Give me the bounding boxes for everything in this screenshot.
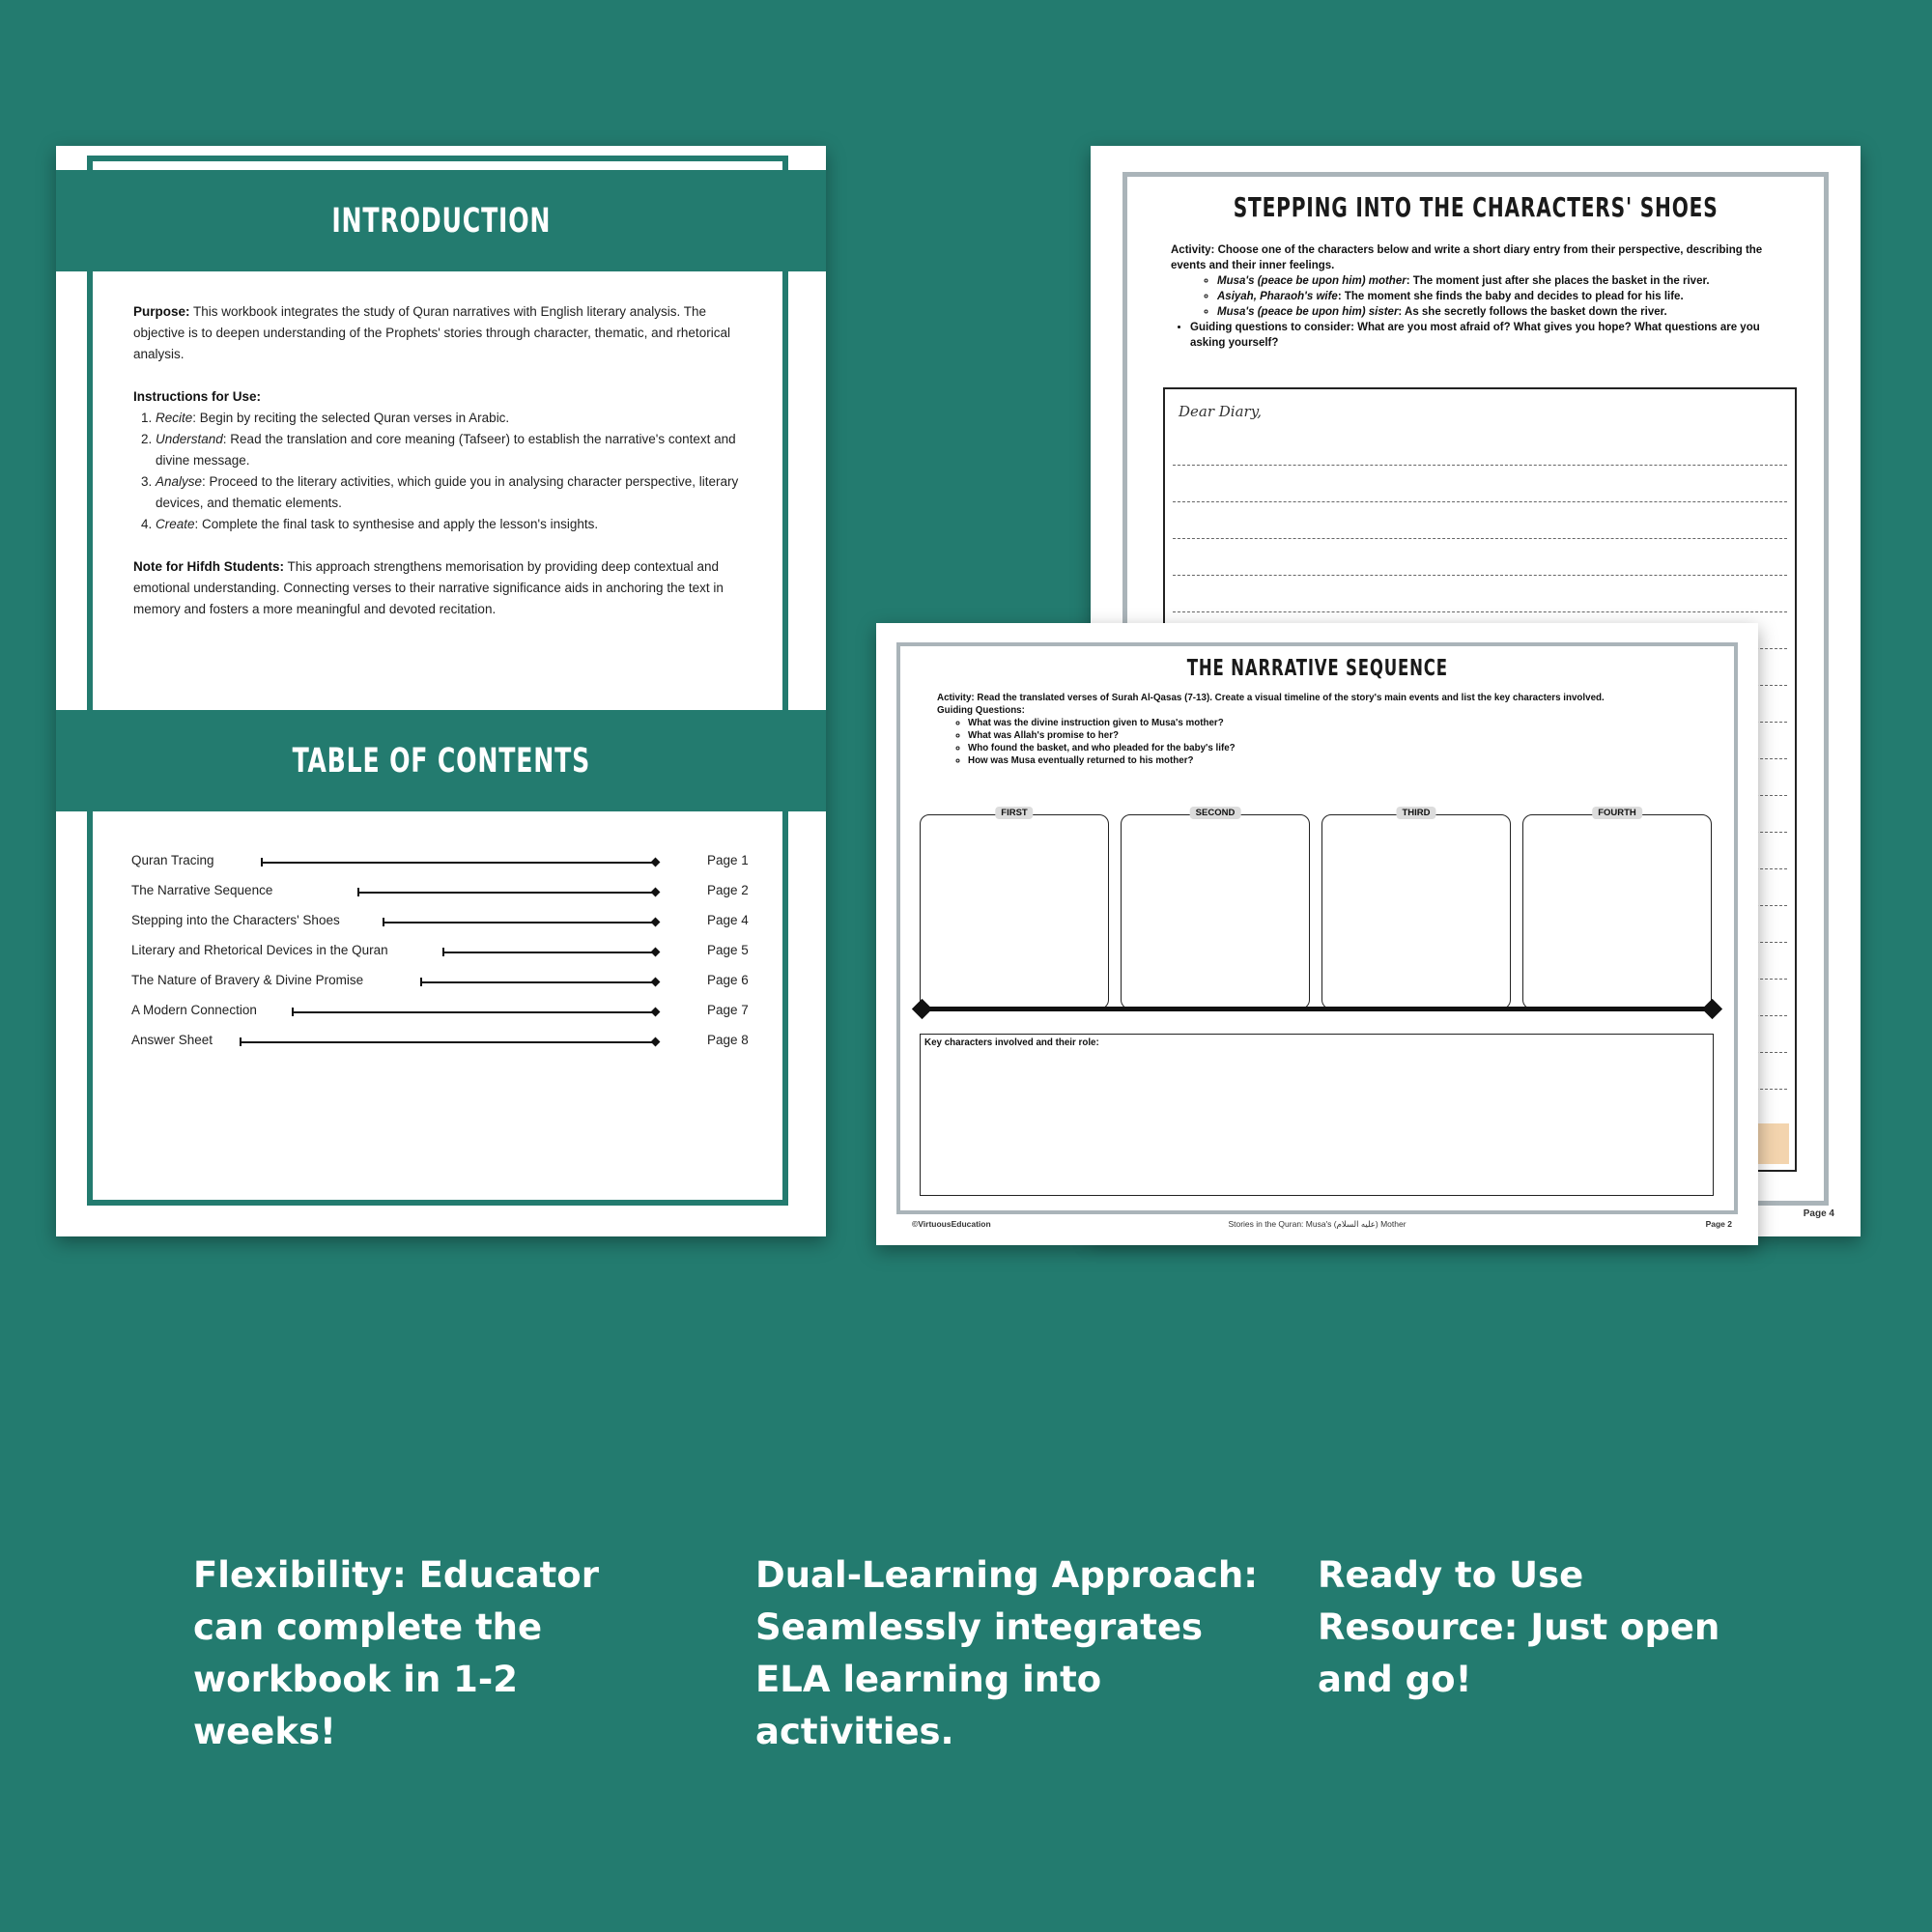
guiding-question: ◦ Who found the basket, and who pleaded for the baby's life? [968,742,1710,754]
guiding-question: • Guiding questions to consider: What are you most afraid of? What gives you hope? What questions are you asking yourself? [1190,320,1789,351]
diary-greeting: Dear Diary, [1179,403,1262,420]
toc-row [131,973,808,1003]
guiding-question: ◦ What was Allah's promise to her? [968,729,1710,742]
toc-page: Page 2 [707,883,749,897]
toc-heading: TABLE OF CONTENTS [292,741,590,781]
toc-title: The Narrative Sequence [131,883,273,897]
footer-copyright: ©VirtuousEducation [912,1219,991,1229]
toc-page: Page 1 [707,853,749,867]
feature-ready-to-use: Ready to Use Resource: Just open and go! [1318,1554,1720,1700]
page-number: Page 4 [1803,1208,1834,1219]
leader-line [357,892,655,894]
note-text: This approach strengthens memorisation by providing deep contextual and emotional understanding. Connecting verses to their narrative significance aids in anchoring the text in memory and fosters a more meaningful and devoted recitation. [133,559,724,616]
page-title: THE NARRATIVE SEQUENCE [1186,656,1448,681]
purpose-text: This workbook integrates the study of Quran narratives with English literary analysis. The objective is to deepen understanding of the Prophets' stories through character, thematic, and rhetorical analysis. [133,304,730,361]
event-label: FOURTH [1592,807,1642,819]
event-label: SECOND [1190,807,1241,819]
instruction-item: 1. Recite: Begin by reciting the selected Quran verses in Arabic. [156,408,756,429]
introduction-body [133,301,756,620]
event-box-second[interactable] [1121,808,1310,1009]
instruction-item: 3. Analyse: Proceed to the literary activities, which guide you in analysing character perspective, literary devices, and thematic elements. [156,471,756,514]
toc-title: Quran Tracing [131,853,214,867]
writing-line [1173,538,1787,539]
key-characters-label: Key characters involved and their role: [924,1037,1099,1048]
instruction-item: 4. Create: Complete the final task to synthesise and apply the lesson's insights. [156,514,756,535]
toc-header [56,710,826,811]
toc-row [131,853,808,883]
writing-line [1173,465,1787,466]
writing-line [1173,501,1787,502]
guiding-label: Guiding Questions: [937,705,1025,716]
event-label: THIRD [1396,807,1435,819]
question-list [937,717,1710,767]
feature-flexibility: Flexibility: Educator can complete the workbook in 1-2 weeks! [193,1554,599,1752]
writing-line [1173,611,1787,612]
note-paragraph [133,556,756,620]
instructions-list [133,408,756,535]
event-box-first[interactable] [920,808,1109,1009]
guiding-question: ◦ How was Musa eventually returned to his mother? [968,754,1710,767]
key-characters-box[interactable] [920,1034,1714,1196]
footer-title: Stories in the Quran: Musa's (عليه السلام) Mother [1228,1219,1406,1229]
toc-page: Page 7 [707,1003,749,1017]
writing-line [1173,575,1787,576]
narrative-sequence-page [876,623,1758,1245]
activity-instructions [937,692,1710,767]
character-item: ◦ Musa's (peace be upon him) sister: As she secretly follows the basket down the river. [1217,304,1789,320]
timeline-line [922,1007,1709,1011]
feature-dual-learning: Dual-Learning Approach: Seamlessly integrates ELA learning into activities. [755,1554,1258,1752]
character-item: ◦ Asiyah, Pharaoh's wife: The moment she finds the baby and decides to plead for his life. [1217,289,1789,304]
introduction-page [56,146,826,1236]
purpose-label: Purpose: [133,304,190,319]
event-box-third[interactable] [1321,808,1511,1009]
page-number: Page 2 [1705,1219,1732,1229]
activity-text: Activity: Read the translated verses of Surah Al-Qasas (7-13). Create a visual timeline of the story's main events and list the key characters involved. [937,693,1605,703]
toc-title: Stepping into the Characters' Shoes [131,913,340,927]
instructions-label: Instructions for Use: [133,389,262,404]
leader-line [292,1011,655,1013]
instruction-item: 2. Understand: Read the translation and core meaning (Tafseer) to establish the narrative's context and divine message. [156,429,756,471]
event-label: FIRST [995,807,1033,819]
toc-row [131,913,808,943]
toc-title: The Nature of Bravery & Divine Promise [131,973,364,987]
toc-page: Page 6 [707,973,749,987]
toc-page: Page 4 [707,913,749,927]
event-box-fourth[interactable] [1522,808,1712,1009]
activity-instructions [1171,242,1789,351]
introduction-heading: INTRODUCTION [331,201,551,241]
guiding-list [1171,320,1789,351]
toc-title: Answer Sheet [131,1033,213,1047]
page-title: STEPPING INTO THE CHARACTERS' SHOES [1233,191,1719,223]
leader-line [240,1041,655,1043]
toc-row [131,883,808,913]
introduction-header [56,170,826,271]
toc-page: Page 8 [707,1033,749,1047]
toc-page: Page 5 [707,943,749,957]
activity-text: Activity: Choose one of the characters below and write a short diary entry from their perspective, describing the events and their inner feelings. [1171,244,1763,271]
character-item: ◦ Musa's (peace be upon him) mother: The moment just after she places the basket in the river. [1217,273,1789,289]
toc-title: Literary and Rhetorical Devices in the Quran [131,943,388,957]
leader-line [442,952,655,953]
toc-title: A Modern Connection [131,1003,257,1017]
toc-row [131,1033,808,1063]
leader-line [261,862,655,864]
character-list [1171,273,1789,320]
toc-row [131,943,808,973]
toc-row [131,1003,808,1033]
note-label: Note for Hifdh Students: [133,559,284,574]
leader-line [420,981,655,983]
leader-line [383,922,655,923]
purpose-paragraph [133,301,756,365]
guiding-question: ◦ What was the divine instruction given to Musa's mother? [968,717,1710,729]
